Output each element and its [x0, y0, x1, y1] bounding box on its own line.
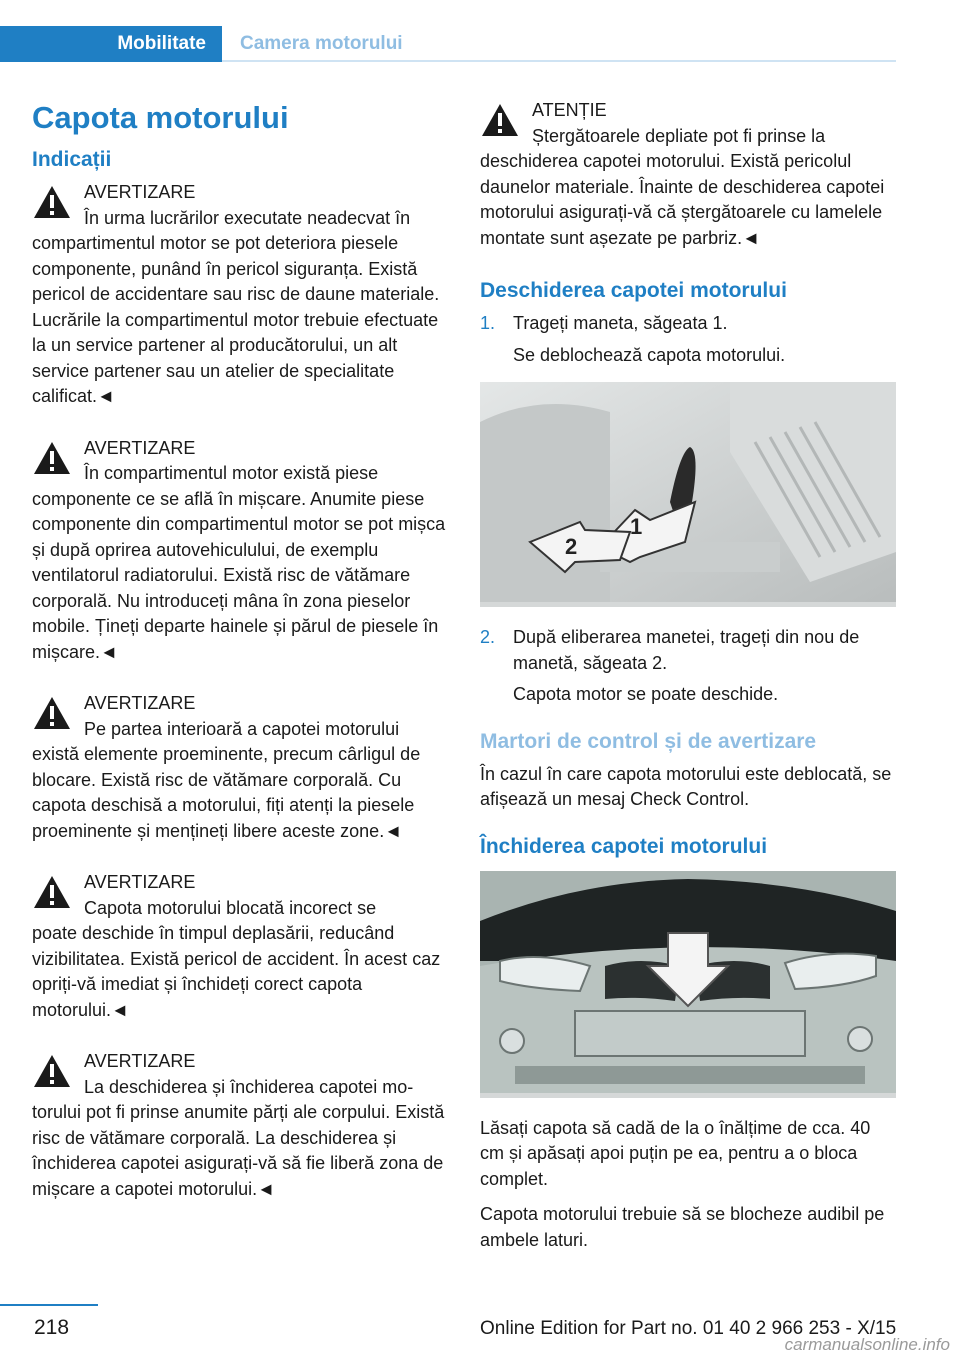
attention-first-line: Ștergătoarele depliate pot fi prinse la: [532, 125, 826, 146]
header-divider: [222, 60, 896, 62]
chapter-tab[interactable]: Camera motorului: [240, 33, 403, 54]
hood-release-lever-image: [480, 382, 896, 607]
warning-triangle-icon: [32, 184, 72, 220]
page-header: [0, 0, 960, 62]
warning-triangle-icon: [32, 695, 72, 731]
section-heading-open: Deschiderea capotei motorului: [480, 279, 787, 302]
step-text: Trageți maneta, săgeata 1.: [513, 313, 728, 333]
warning-block: [32, 436, 448, 666]
attention-heading: ATENȚIE: [532, 100, 607, 120]
warning-text: compartimentul motor se pot deteriora piesele componente, punând în pericol siguranța. Există pericol de accidentare sau risc de daune materiale. Lucrările la compartimentul motor trebuie efectuate la un service partener al producătorului, un alt service partener sau un atelier de specialitate calificat.◄: [32, 233, 440, 406]
warning-first-line: În urma lucrărilor executate neadecvat în: [84, 207, 411, 228]
warning-heading: AVERTIZARE: [84, 437, 196, 458]
warning-triangle-icon: [32, 440, 72, 476]
page-number: 218: [34, 1316, 70, 1339]
section-heading-indicators: Martori de control și de avertizare: [480, 729, 817, 753]
step-text: După eliberarea manetei, trageți din nou de manetă, săgeata 2.: [513, 627, 860, 673]
section-heading-notes: Indicații: [32, 148, 112, 171]
warning-triangle-icon: [32, 874, 72, 910]
figure-label-1: 1: [630, 514, 643, 539]
close-confirmation: Capota motorului trebuie să se blocheze audibil pe ambele laturi.: [480, 1204, 885, 1250]
warning-triangle-icon: [32, 1053, 72, 1089]
right-column: [480, 98, 896, 1263]
step-number: 1.: [480, 313, 496, 333]
warning-heading: AVERTIZARE: [84, 693, 196, 713]
warning-heading: AVERTIZARE: [84, 872, 196, 892]
warning-text: poate deschide în timpul deplasării, reducând vizibilitatea. Există pericol de accident. În acest caz opriți-vă imediat și închideți corect capota motorului.◄: [32, 923, 441, 1020]
warning-first-line: La deschiderea și închiderea capotei mo-: [84, 1076, 414, 1097]
list-item: [480, 625, 896, 708]
attention-text: deschiderea capotei motorului. Există pericolul daunelor materiale. Înainte de deschiderea capotei motorului asigurați-vă că ștergătoarele cu lamelele montate sunt așezate pe parbriz.◄: [480, 151, 885, 248]
left-column: [32, 98, 448, 1228]
hood-release-illustration: [480, 382, 896, 602]
list-item: [480, 311, 896, 368]
warning-block: [32, 180, 448, 410]
warning-block: [32, 870, 448, 1023]
warning-text: torului pot fi prinse anumite părți ale corpului. Există risc de vătămare corporală. La deschiderea și închiderea capotei asigurați-vă să fie liberă zona de mișcare a capotei motorului.◄: [32, 1102, 445, 1199]
warning-block: [32, 691, 448, 844]
step-result: Capota motor se poate deschide.: [513, 684, 779, 704]
section-heading-close: Închiderea capotei motorului: [480, 834, 768, 858]
figure-label-2: 2: [565, 534, 578, 559]
page-title: Capota motorului: [32, 100, 289, 135]
step-result: Se deblochează capota motorului.: [513, 344, 786, 365]
car-front-hood-image: [480, 871, 896, 1098]
warning-first-line: Pe partea interioară a capotei motorului: [84, 718, 400, 739]
warning-first-line: Capota motorului blocată incorect se: [84, 897, 377, 918]
warning-first-line: În compartimentul motor există piese: [84, 463, 379, 483]
section-tab[interactable]: Mobilitate: [0, 26, 222, 62]
edition-info: Online Edition for Part no. 01 40 2 966 253 - X/15: [480, 1318, 897, 1339]
warning-text: componente ce se află în mișcare. Anumite piese componente din compartimentul motor se pot mișca și după oprirea autovehiculului, de exemplu ventilatorul radiatorului. Există risc de vătămare corporală. Nu introduceți mâna în zona pieselor mobile. Țineți departe hainele și părul de piesele în mișcare.◄: [32, 488, 446, 662]
footer-divider: [0, 1304, 98, 1306]
close-instructions: Lăsați capota să cadă de la o înălțime de cca. 40 cm și apăsați apoi puțin pe ea, pentru a o bloca complet.: [480, 1117, 871, 1189]
indicator-text: În cazul în care capota motorului este deblocată, se afișează un mesaj Check Control.: [480, 763, 892, 809]
attention-block: [480, 98, 896, 251]
step-number: 2.: [480, 627, 496, 647]
warning-triangle-icon: [480, 102, 520, 138]
warning-text: există elemente proeminente, precum cârligul de blocare. Există risc de vătămare corporală. Cu capota deschisă a motorului, fiți atenți la piesele proeminente și mențineți libere aceste zone.◄: [32, 744, 421, 841]
car-front-illustration: [480, 871, 896, 1093]
warning-heading: AVERTIZARE: [84, 182, 196, 202]
warning-heading: AVERTIZARE: [84, 1051, 196, 1071]
watermark: carmanualsonline.info: [784, 1335, 950, 1354]
warning-block: [32, 1049, 448, 1202]
